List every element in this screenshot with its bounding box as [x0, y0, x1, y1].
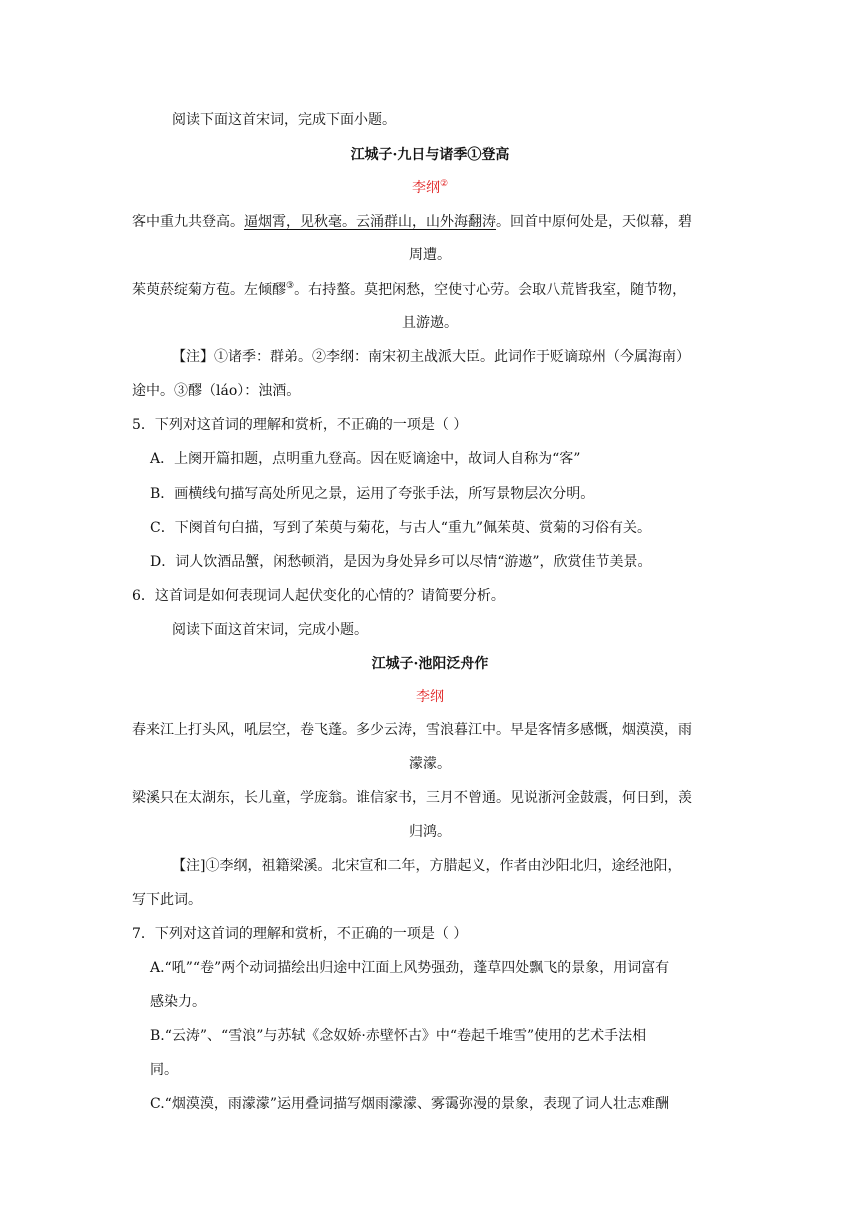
section1-note-line1: 【注】①诸季：群弟。②李纲：南宋初主战派大臣。此词作于贬谪琼州（今属海南）	[172, 349, 690, 365]
question-5-stem: 5．下列对这首词的理解和赏析，不正确的一项是（ ）	[132, 417, 468, 433]
section1-intro: 阅读下面这首宋词，完成下面小题。	[172, 112, 396, 128]
section1-author: 李纲②	[411, 179, 449, 196]
question-7-option-a-line1: A.“吼”“卷”两个动词描绘出归途中江面上风势强劲，蓬草四处飘飞的景象，用词富有	[150, 960, 670, 976]
section2-poem-line2-cont: 归鸿。	[409, 824, 451, 840]
section1-poem-line1-cont: 周遭。	[409, 247, 451, 263]
question-7-option-a-line2: 感染力。	[150, 994, 206, 1010]
question-5-option-d: D．词人饮酒品蟹，闲愁顿消，是因为身处异乡可以尽情“游遨”，欣赏佳节美景。	[150, 554, 652, 570]
section2-note-line1: 【注]①李纲，祖籍梁溪。北宋宣和二年，方腊起义，作者由沙阳北归，途经池阳，	[172, 858, 682, 874]
section2-intro: 阅读下面这首宋词，完成小题。	[172, 622, 368, 638]
section2-note-line2: 写下此词。	[132, 892, 202, 908]
question-7-stem: 7．下列对这首词的理解和赏析，不正确的一项是（ ）	[132, 926, 468, 942]
section2-poem-line2: 梁溪只在太湖东，长儿童，学庞翁。谁信家书，三月不曾通。见说浙河金鼓震，何日到，羡	[132, 790, 692, 806]
section2-poem-line1-cont: 濛濛。	[409, 756, 451, 772]
section2-poem-title: 江城子·池阳泛舟作	[371, 656, 489, 672]
question-5-option-a: A．上阕开篇扣题，点明重九登高。因在贬谪途中，故词人自称为“客”	[150, 451, 581, 467]
question-7-option-b-line2: 同。	[150, 1062, 178, 1078]
underlined-sentence: 逼烟霄，见秋毫。云涌群山，山外海翻涛	[244, 214, 496, 230]
question-5-option-b: B．画横线句描写高处所见之景，运用了夸张手法，所写景物层次分明。	[150, 486, 595, 502]
question-7-option-b-line1: B.“云涛”、“雪浪”与苏轼《念奴娇·赤壁怀古》中“卷起千堆雪”使用的艺术手法相	[150, 1028, 647, 1044]
question-5-option-c: C．下阕首句白描，写到了茱萸与菊花，与古人“重九”佩茱萸、赏菊的习俗有关。	[150, 520, 652, 536]
section1-note-line2: 途中。③醪（láo）：浊酒。	[132, 383, 301, 399]
question-7-option-c-line1: C.“烟漠漠，雨濛濛”运用叠词描写烟雨濛濛、雾霭弥漫的景象，表现了词人壮志难酬	[150, 1096, 669, 1112]
section1-poem-line2-cont: 且游遨。	[402, 315, 458, 331]
section2-poem-line1: 春来江上打头风，吼层空，卷飞蓬。多少云涛，雪浪暮江中。早是客情多感慨，烟漠漠，雨	[132, 722, 692, 738]
section2-author: 李纲	[416, 689, 444, 705]
section1-poem-line2: 茱萸菸绽菊方苞。左倾醪③。右持螯。莫把闲愁，空使寸心劳。会取八荒皆我室，随节物，	[132, 281, 687, 298]
section1-poem-title: 江城子·九日与诸季①登高	[350, 147, 510, 163]
question-6-stem: 6．这首词是如何表现词人起伏变化的心情的？请简要分析。	[132, 588, 505, 604]
section1-poem-line1: 客中重九共登高。逼烟霄，见秋毫。云涌群山，山外海翻涛。回首中原何处是，天似幕，碧	[132, 214, 692, 230]
